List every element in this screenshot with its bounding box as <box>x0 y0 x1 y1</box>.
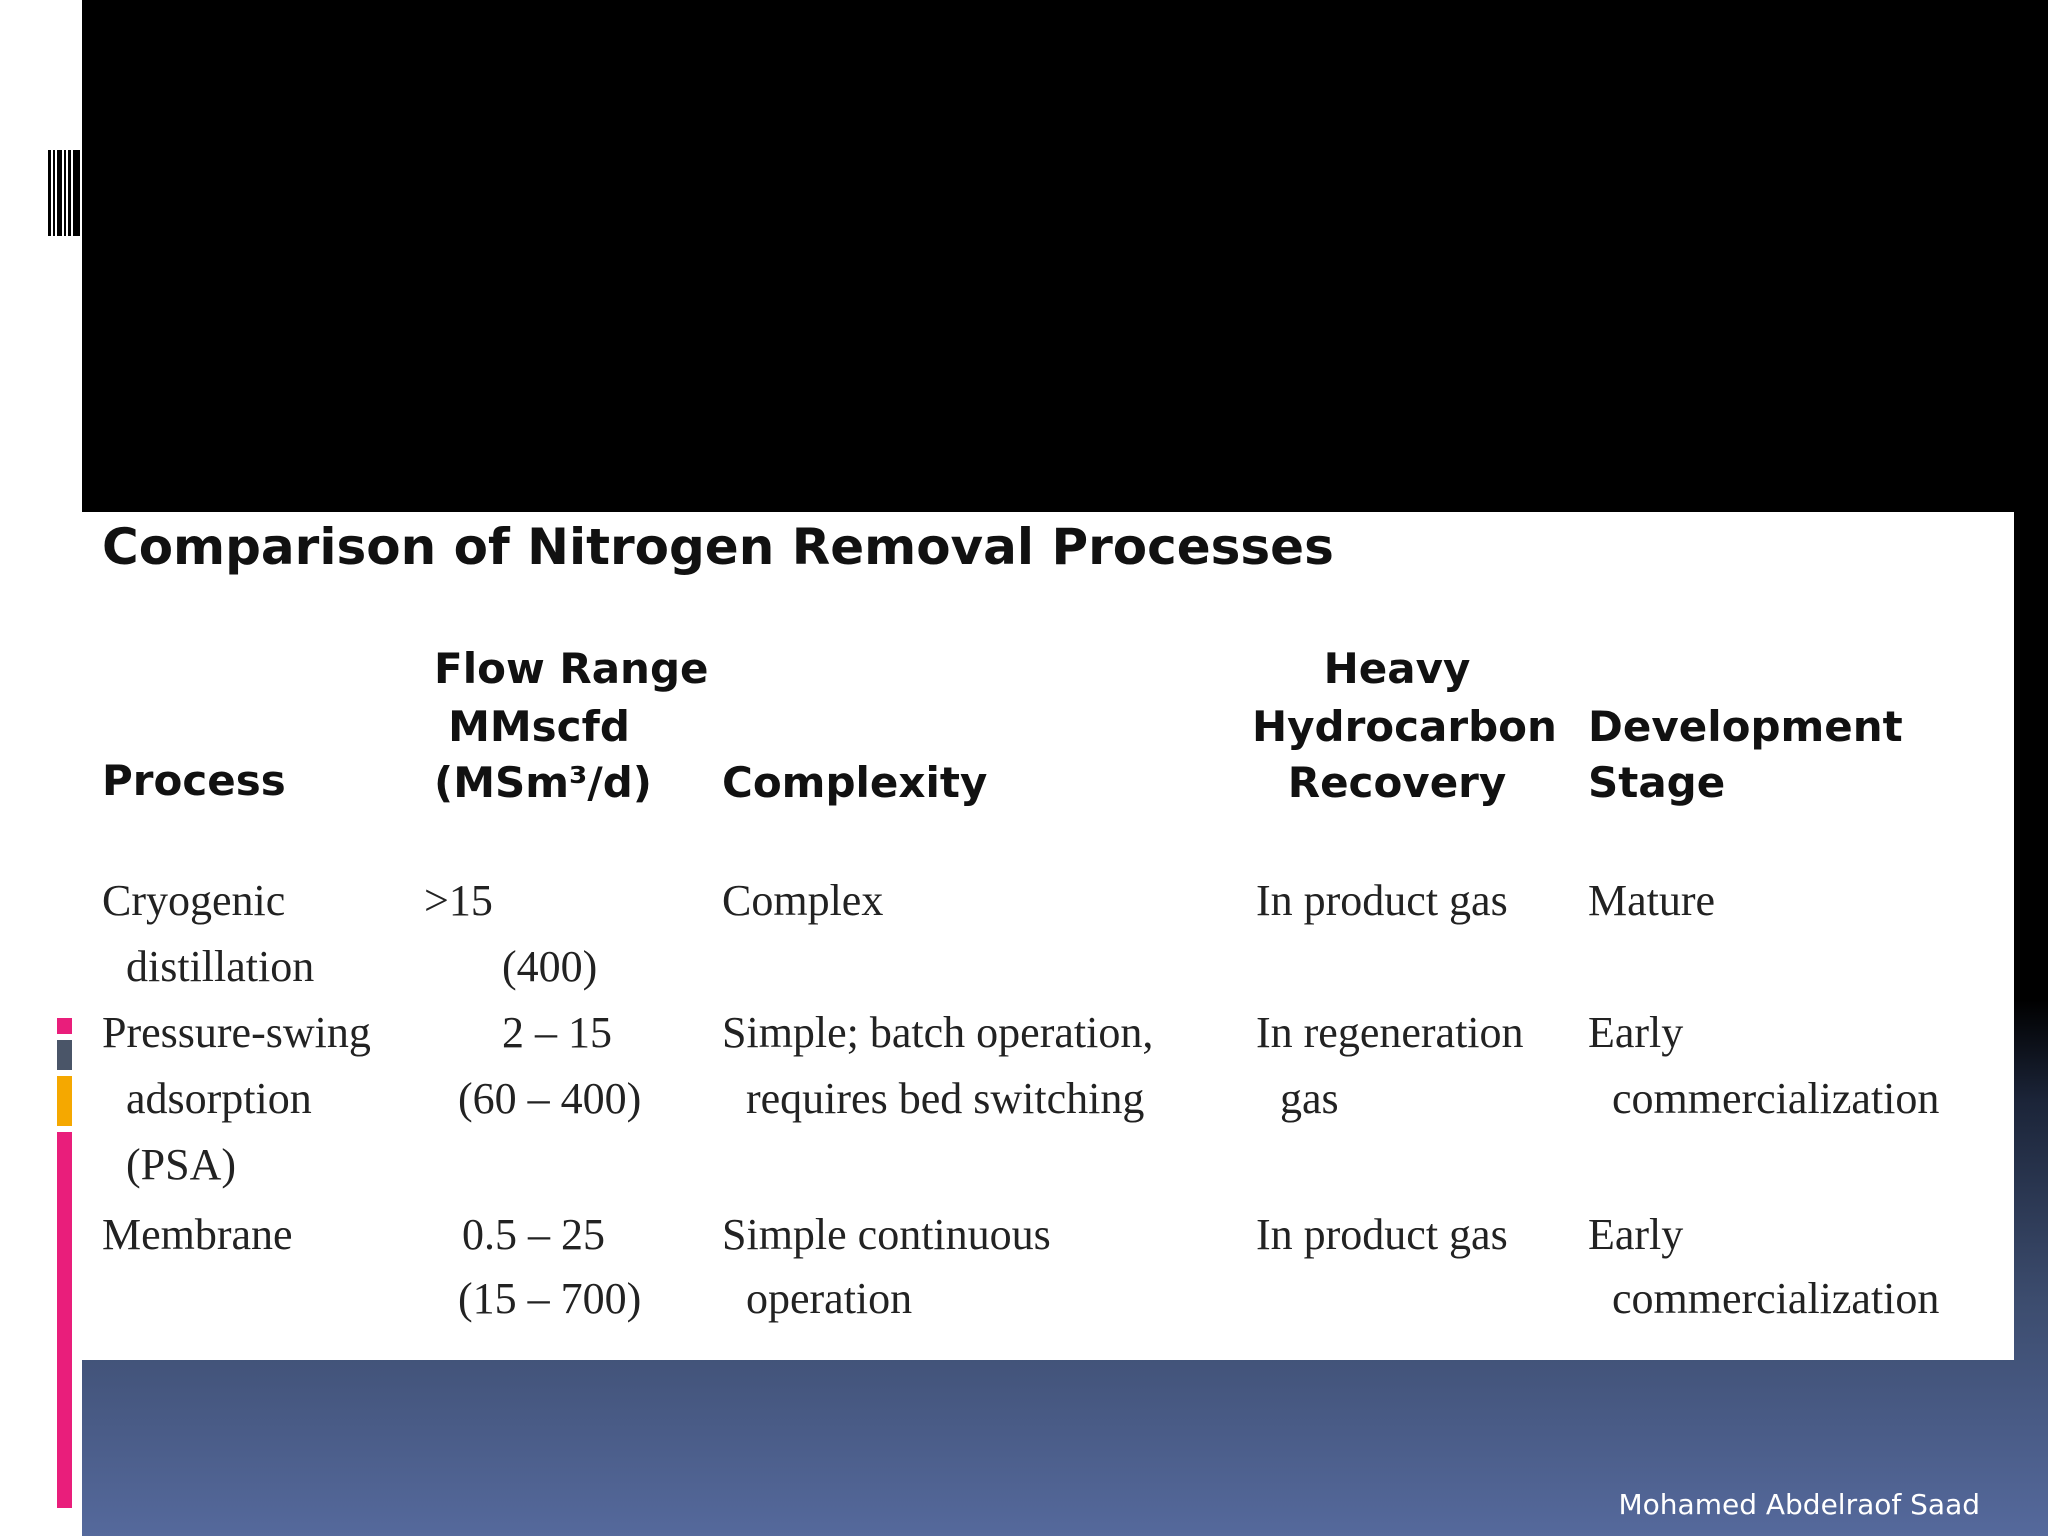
row3-complexity-line2: operation <box>746 1274 913 1323</box>
row2-complexity-line2: requires bed switching <box>746 1074 1145 1123</box>
header-stage-line1: Development <box>1588 702 1903 751</box>
row1-flow-line2: (400) <box>502 942 598 991</box>
accent-bar-pink-top <box>57 1018 72 1034</box>
row3-flow-line1: 0.5 – 25 <box>462 1210 605 1259</box>
accent-bar-pink <box>57 1132 72 1508</box>
header-hydrocarbon-line3: Recovery <box>1287 758 1507 807</box>
row3-stage-line1: Early <box>1588 1210 1684 1259</box>
header-complexity: Complexity <box>722 758 988 807</box>
row2-process-line1: Pressure-swing <box>102 1008 371 1057</box>
row3-complexity-line1: Simple continuous <box>722 1210 1051 1259</box>
header-hydrocarbon-line2: Hydrocarbon <box>1252 702 1557 751</box>
row1-stage: Mature <box>1588 876 1716 925</box>
header-flow-line2: MMscfd <box>448 702 630 751</box>
row2-flow-line2: (60 – 400) <box>458 1074 642 1123</box>
row1-process-line1: Cryogenic <box>102 876 286 925</box>
header-flow-line1: Flow Range <box>434 644 709 693</box>
accent-bar-slate <box>57 1040 72 1070</box>
row2-complexity-line1: Simple; batch operation, <box>722 1008 1154 1057</box>
header-hydrocarbon-line1: Heavy <box>1323 644 1471 693</box>
row2-hydrocarbon-line1: In regeneration <box>1256 1008 1524 1057</box>
row3-hydrocarbon: In product gas <box>1256 1210 1508 1259</box>
table-title: Comparison of Nitrogen Removal Processes <box>102 518 1334 576</box>
row2-process-line3: (PSA) <box>126 1140 237 1189</box>
row2-flow-line1: 2 – 15 <box>502 1008 612 1057</box>
footer-author: Mohamed Abdelraof Saad <box>1618 1488 1980 1521</box>
header-flow-line3: (MSm³/d) <box>434 758 652 807</box>
row1-complexity: Complex <box>722 876 884 925</box>
comparison-table <box>82 512 2014 1360</box>
row2-stage-line2: commercialization <box>1612 1074 1940 1123</box>
row2-hydrocarbon-line2: gas <box>1280 1074 1339 1123</box>
row1-hydrocarbon: In product gas <box>1256 876 1508 925</box>
row3-process: Membrane <box>102 1210 293 1259</box>
row1-process-line2: distillation <box>126 942 315 991</box>
header-decoration <box>48 150 82 236</box>
row2-stage-line1: Early <box>1588 1008 1684 1057</box>
row1-flow-line1: >15 <box>424 876 493 925</box>
row3-flow-line2: (15 – 700) <box>458 1274 642 1323</box>
header-process: Process <box>102 756 286 805</box>
row3-stage-line2: commercialization <box>1612 1274 1940 1323</box>
header-stage-line2: Stage <box>1588 758 1726 807</box>
accent-bar-amber <box>57 1076 72 1126</box>
row2-process-line2: adsorption <box>126 1074 312 1123</box>
accent-bar-stack <box>57 1018 72 1508</box>
